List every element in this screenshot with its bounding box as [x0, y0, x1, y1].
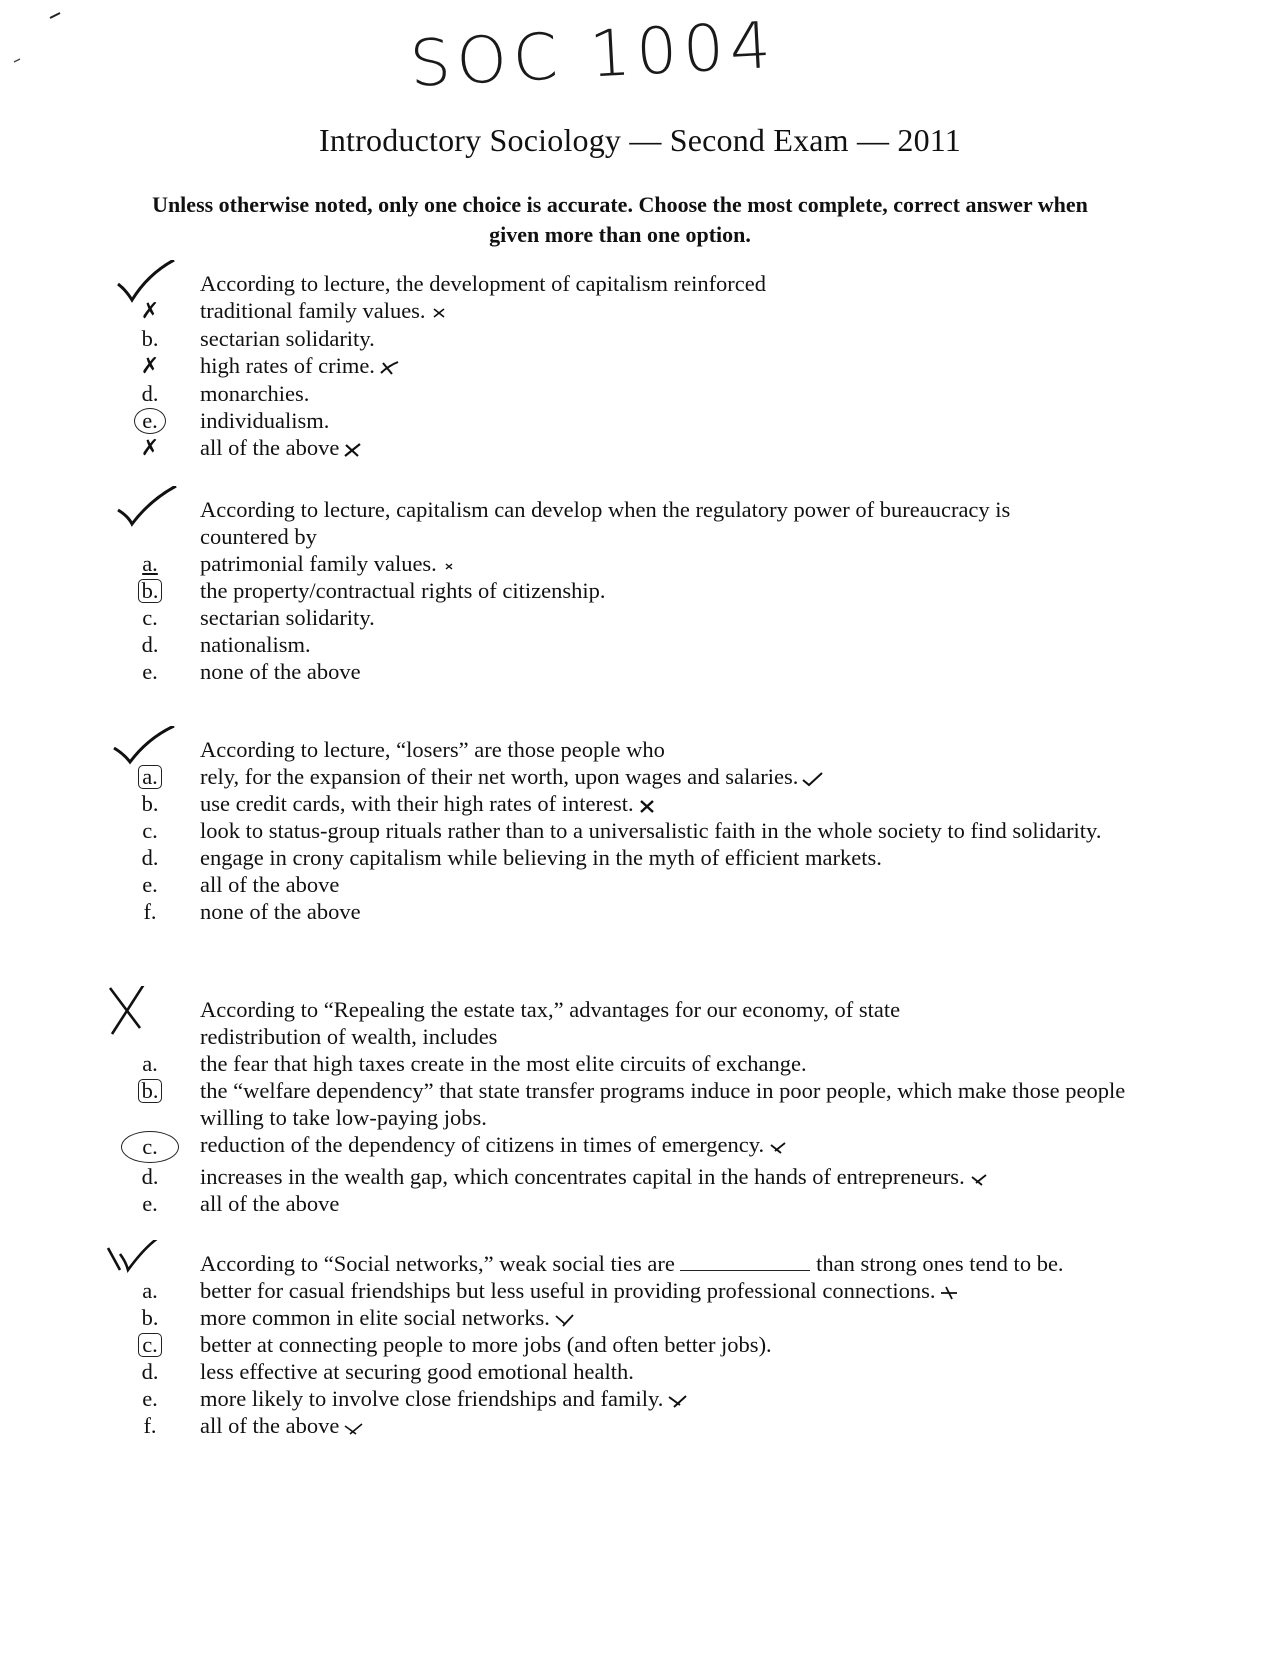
choice-row — [100, 604, 1160, 631]
choice-text: sectarian solidarity. — [200, 605, 375, 630]
choice-letter: ✗ — [140, 354, 160, 379]
choice-row — [100, 325, 1160, 352]
choice-text: all of the above — [200, 872, 340, 897]
choice-letter: e. — [142, 659, 158, 684]
choice-text: all of the above — [200, 435, 340, 460]
choice-text: look to status-group rituals rather than to a universalistic faith in the whole society to find solidarity. — [200, 818, 1102, 843]
question-stem-end: than strong ones tend to be. — [816, 1251, 1064, 1276]
choice-text: reduction of the dependency of citizens in times of emergency. — [200, 1132, 765, 1157]
wrong-mark-icon — [440, 558, 462, 574]
handwritten-course-code: SOC 1004 — [408, 8, 779, 102]
choice-text: traditional family values. — [200, 298, 426, 323]
choice-letter-boxed: b. — [100, 577, 200, 604]
choice-text: high rates of crime. — [200, 353, 375, 378]
choice-letter: c. — [142, 818, 158, 843]
choice-row — [100, 790, 1160, 817]
exam-instructions: Unless otherwise noted, only one choice is accurate. Choose the most complete, correct answer when given more than one option. — [152, 192, 1088, 247]
choice-text: sectarian solidarity. — [200, 326, 375, 351]
choice-letter: a. — [142, 551, 158, 576]
choice-letter: b. — [141, 326, 159, 351]
wrong-mark-icon — [968, 1171, 990, 1187]
choice-row — [100, 898, 1160, 925]
choice-row — [100, 1077, 1160, 1131]
choice-row — [100, 380, 1160, 407]
choice-text: less effective at securing good emotional health. — [200, 1359, 634, 1384]
wrong-mark-icon — [938, 1285, 960, 1301]
question-2 — [100, 496, 1160, 685]
scan-speck — [48, 10, 62, 20]
choice-row — [100, 297, 1160, 325]
choice-letter: c. — [142, 605, 158, 630]
choice-letter: b. — [141, 1305, 159, 1330]
choice-letter-circled: c. — [100, 1131, 200, 1163]
choice-row — [100, 352, 1160, 380]
choice-row — [100, 844, 1160, 871]
choice-text: the property/contractual rights of citizenship. — [200, 578, 606, 603]
choice-text: monarchies. — [200, 381, 310, 406]
choice-letter: f. — [143, 899, 157, 924]
choice-letter-boxed: b. — [100, 1077, 200, 1131]
choice-row — [100, 658, 1160, 685]
exam-title: Introductory Sociology — Second Exam — 2011 — [319, 122, 961, 158]
choice-letter: b. — [141, 791, 159, 816]
choice-letter-circled: e. — [100, 407, 200, 434]
question-stem — [200, 1250, 1070, 1277]
choice-letter: d. — [141, 1359, 159, 1384]
choice-row — [100, 577, 1160, 604]
choice-letter: a. — [142, 1278, 158, 1303]
choice-text: the “welfare dependency” that state transfer programs induce in poor people, which make those people willing to take low-paying jobs. — [200, 1078, 1126, 1130]
choice-letter-boxed: c. — [100, 1331, 200, 1358]
choice-text: more common in elite social networks. — [200, 1305, 550, 1330]
wrong-mark-icon — [342, 1420, 364, 1436]
grading-check-icon — [100, 486, 190, 540]
wrong-mark-icon — [767, 1139, 789, 1155]
choice-text: patrimonial family values. — [200, 551, 437, 576]
choice-text: better for casual friendships but less useful in providing professional connections. — [200, 1278, 936, 1303]
question-3 — [100, 736, 1160, 925]
question-5 — [100, 1250, 1160, 1439]
choice-text: more likely to involve close friendships and family. — [200, 1386, 664, 1411]
choice-text: better at connecting people to more jobs (and often better jobs). — [200, 1332, 772, 1357]
choice-letter: e. — [142, 1386, 158, 1411]
choice-row — [100, 817, 1160, 844]
choice-text: individualism. — [200, 408, 330, 433]
grading-cross-icon — [100, 986, 190, 1040]
fill-in-blank — [680, 1252, 810, 1271]
question-stem-start: According to “Social networks,” weak social ties are — [200, 1251, 675, 1276]
choice-letter: e. — [142, 1191, 158, 1216]
check-mark-icon — [801, 771, 823, 787]
choice-text: all of the above — [200, 1191, 340, 1216]
choice-row — [100, 434, 1160, 462]
choice-text: increases in the wealth gap, which concentrates capital in the hands of entrepreneurs. — [200, 1164, 965, 1189]
choice-letter: ✗ — [140, 436, 160, 461]
choice-letter: a. — [142, 1051, 158, 1076]
choice-text: the fear that high taxes create in the most elite circuits of exchange. — [200, 1051, 807, 1076]
choice-row — [100, 407, 1160, 434]
choice-text: engage in crony capitalism while believing in the myth of efficient markets. — [200, 845, 882, 870]
question-stem: According to “Repealing the estate tax,” advantages for our economy, of state redistribution of wealth, includes — [200, 997, 901, 1049]
choice-row — [100, 871, 1160, 898]
choice-text: rely, for the expansion of their net worth, upon wages and salaries. — [200, 764, 799, 789]
choice-row — [100, 1412, 1160, 1439]
choice-row — [100, 1358, 1160, 1385]
choice-letter: f. — [143, 1413, 157, 1438]
choice-text: all of the above — [200, 1413, 340, 1438]
question-stem: According to lecture, capitalism can develop when the regulatory power of bureaucracy is countered by — [200, 497, 1011, 549]
choice-row — [100, 763, 1160, 790]
choice-row — [100, 1163, 1160, 1190]
choice-row — [100, 550, 1160, 577]
choice-text: nationalism. — [200, 632, 311, 657]
wrong-mark-icon — [666, 1393, 688, 1409]
wrong-mark-icon — [378, 360, 400, 376]
question-stem: According to lecture, “losers” are those people who — [200, 737, 665, 762]
choice-row — [100, 631, 1160, 658]
choice-row — [100, 1331, 1160, 1358]
choice-text: none of the above — [200, 899, 361, 924]
wrong-mark-icon — [342, 442, 364, 458]
choice-text: use credit cards, with their high rates of interest. — [200, 791, 634, 816]
choice-row — [100, 1050, 1160, 1077]
choice-row — [100, 1277, 1160, 1304]
question-stem: According to lecture, the development of capitalism reinforced — [200, 271, 767, 296]
scan-speck — [12, 56, 22, 64]
choice-row — [100, 1190, 1160, 1217]
wrong-mark-icon — [637, 798, 659, 814]
question-1 — [100, 270, 1160, 462]
choice-row — [100, 1385, 1160, 1412]
choice-row — [100, 1304, 1160, 1331]
choice-letter: d. — [141, 1164, 159, 1189]
choice-text: none of the above — [200, 659, 361, 684]
question-4 — [100, 996, 1160, 1217]
choice-letter-boxed: a. — [100, 763, 200, 790]
choice-letter: d. — [141, 632, 159, 657]
wrong-mark-icon — [429, 305, 451, 321]
choice-letter: e. — [142, 872, 158, 897]
choice-letter: d. — [141, 381, 159, 406]
choice-letter: ✗ — [140, 299, 160, 324]
choice-letter: d. — [141, 845, 159, 870]
wrong-mark-icon — [553, 1312, 575, 1328]
choice-row — [100, 1131, 1160, 1163]
